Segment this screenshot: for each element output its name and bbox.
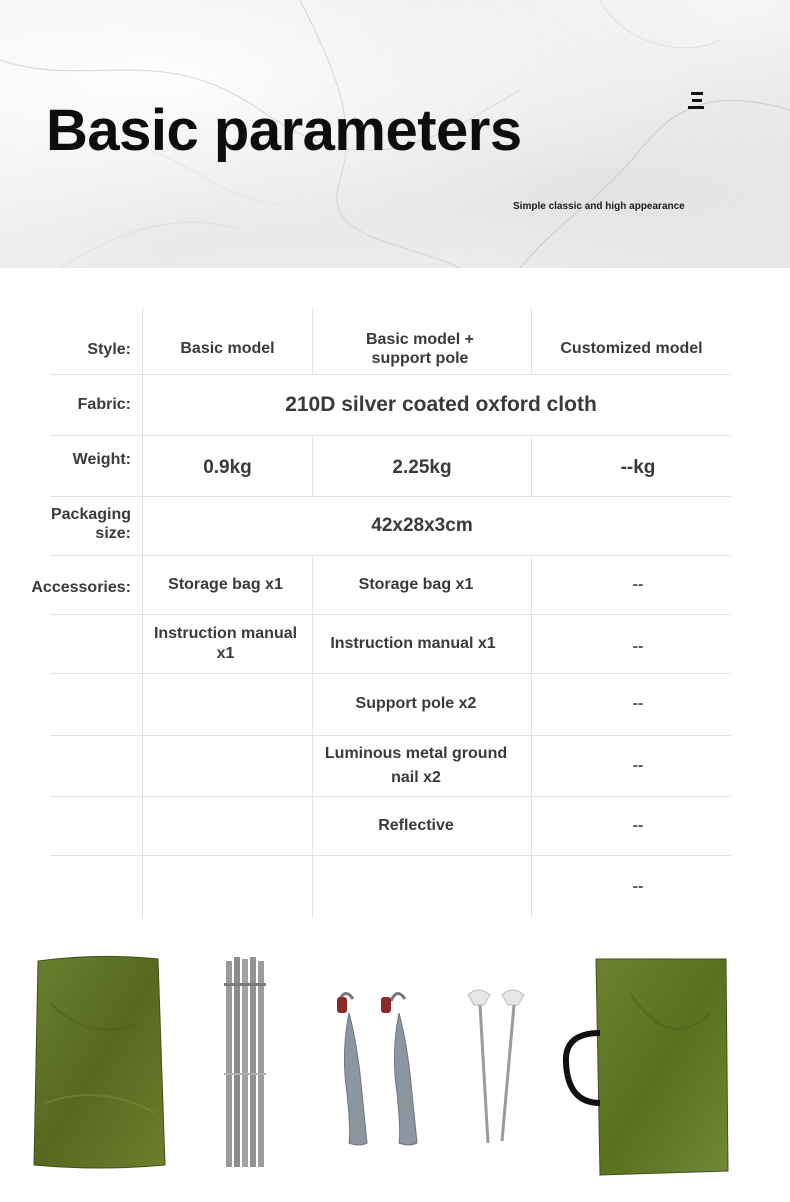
reflective-ropes-image — [325, 983, 425, 1148]
acc-pole-5: Reflective — [378, 816, 454, 834]
fabric-value: 210D silver coated oxford cloth — [285, 392, 597, 416]
acc-pole-2: Instruction manual x1 — [330, 634, 496, 652]
acc-basic-1: Storage bag x1 — [168, 575, 283, 593]
model-basic-pole: Basic model + support pole — [365, 331, 475, 367]
acc-custom-2: -- — [632, 638, 644, 655]
ground-nails-image — [462, 983, 537, 1148]
acc-pole-4: Luminous metal ground nail x2 — [324, 744, 508, 786]
hero-subtitle: Simple classic and high appearance — [513, 201, 685, 212]
model-custom: Customized model — [560, 340, 703, 357]
acc-custom-3: -- — [632, 695, 644, 712]
label-fabric: Fabric: — [77, 396, 131, 413]
page-title: Basic parameters — [46, 98, 522, 163]
label-packaging: Packaging size: — [50, 506, 131, 542]
packaging-value: 42x28x3cm — [371, 514, 473, 536]
acc-custom-5: -- — [632, 816, 644, 834]
acc-pole-3: Support pole x2 — [355, 695, 477, 712]
model-basic: Basic model — [180, 340, 275, 357]
weight-custom: --kg — [620, 457, 656, 478]
hero-banner — [0, 0, 790, 268]
spec-table — [0, 308, 790, 918]
weight-basic-pole: 2.25kg — [392, 457, 452, 478]
acc-basic-2: Instruction manual x1 — [153, 624, 298, 662]
folded-tarp-image — [30, 953, 170, 1173]
col-divider — [312, 308, 313, 374]
product-photos — [0, 945, 790, 1185]
acc-custom-4: -- — [632, 756, 644, 774]
label-accessories: Accessories: — [31, 579, 131, 596]
label-style: Style: — [87, 341, 131, 358]
menu-icon[interactable] — [688, 92, 706, 112]
weight-basic: 0.9kg — [203, 457, 252, 478]
acc-custom-1: -- — [632, 575, 644, 593]
label-weight: Weight: — [72, 451, 131, 468]
acc-custom-6: -- — [632, 877, 644, 895]
storage-bag-image — [560, 953, 735, 1178]
acc-pole-1: Storage bag x1 — [358, 575, 474, 593]
support-poles-image — [218, 953, 278, 1173]
